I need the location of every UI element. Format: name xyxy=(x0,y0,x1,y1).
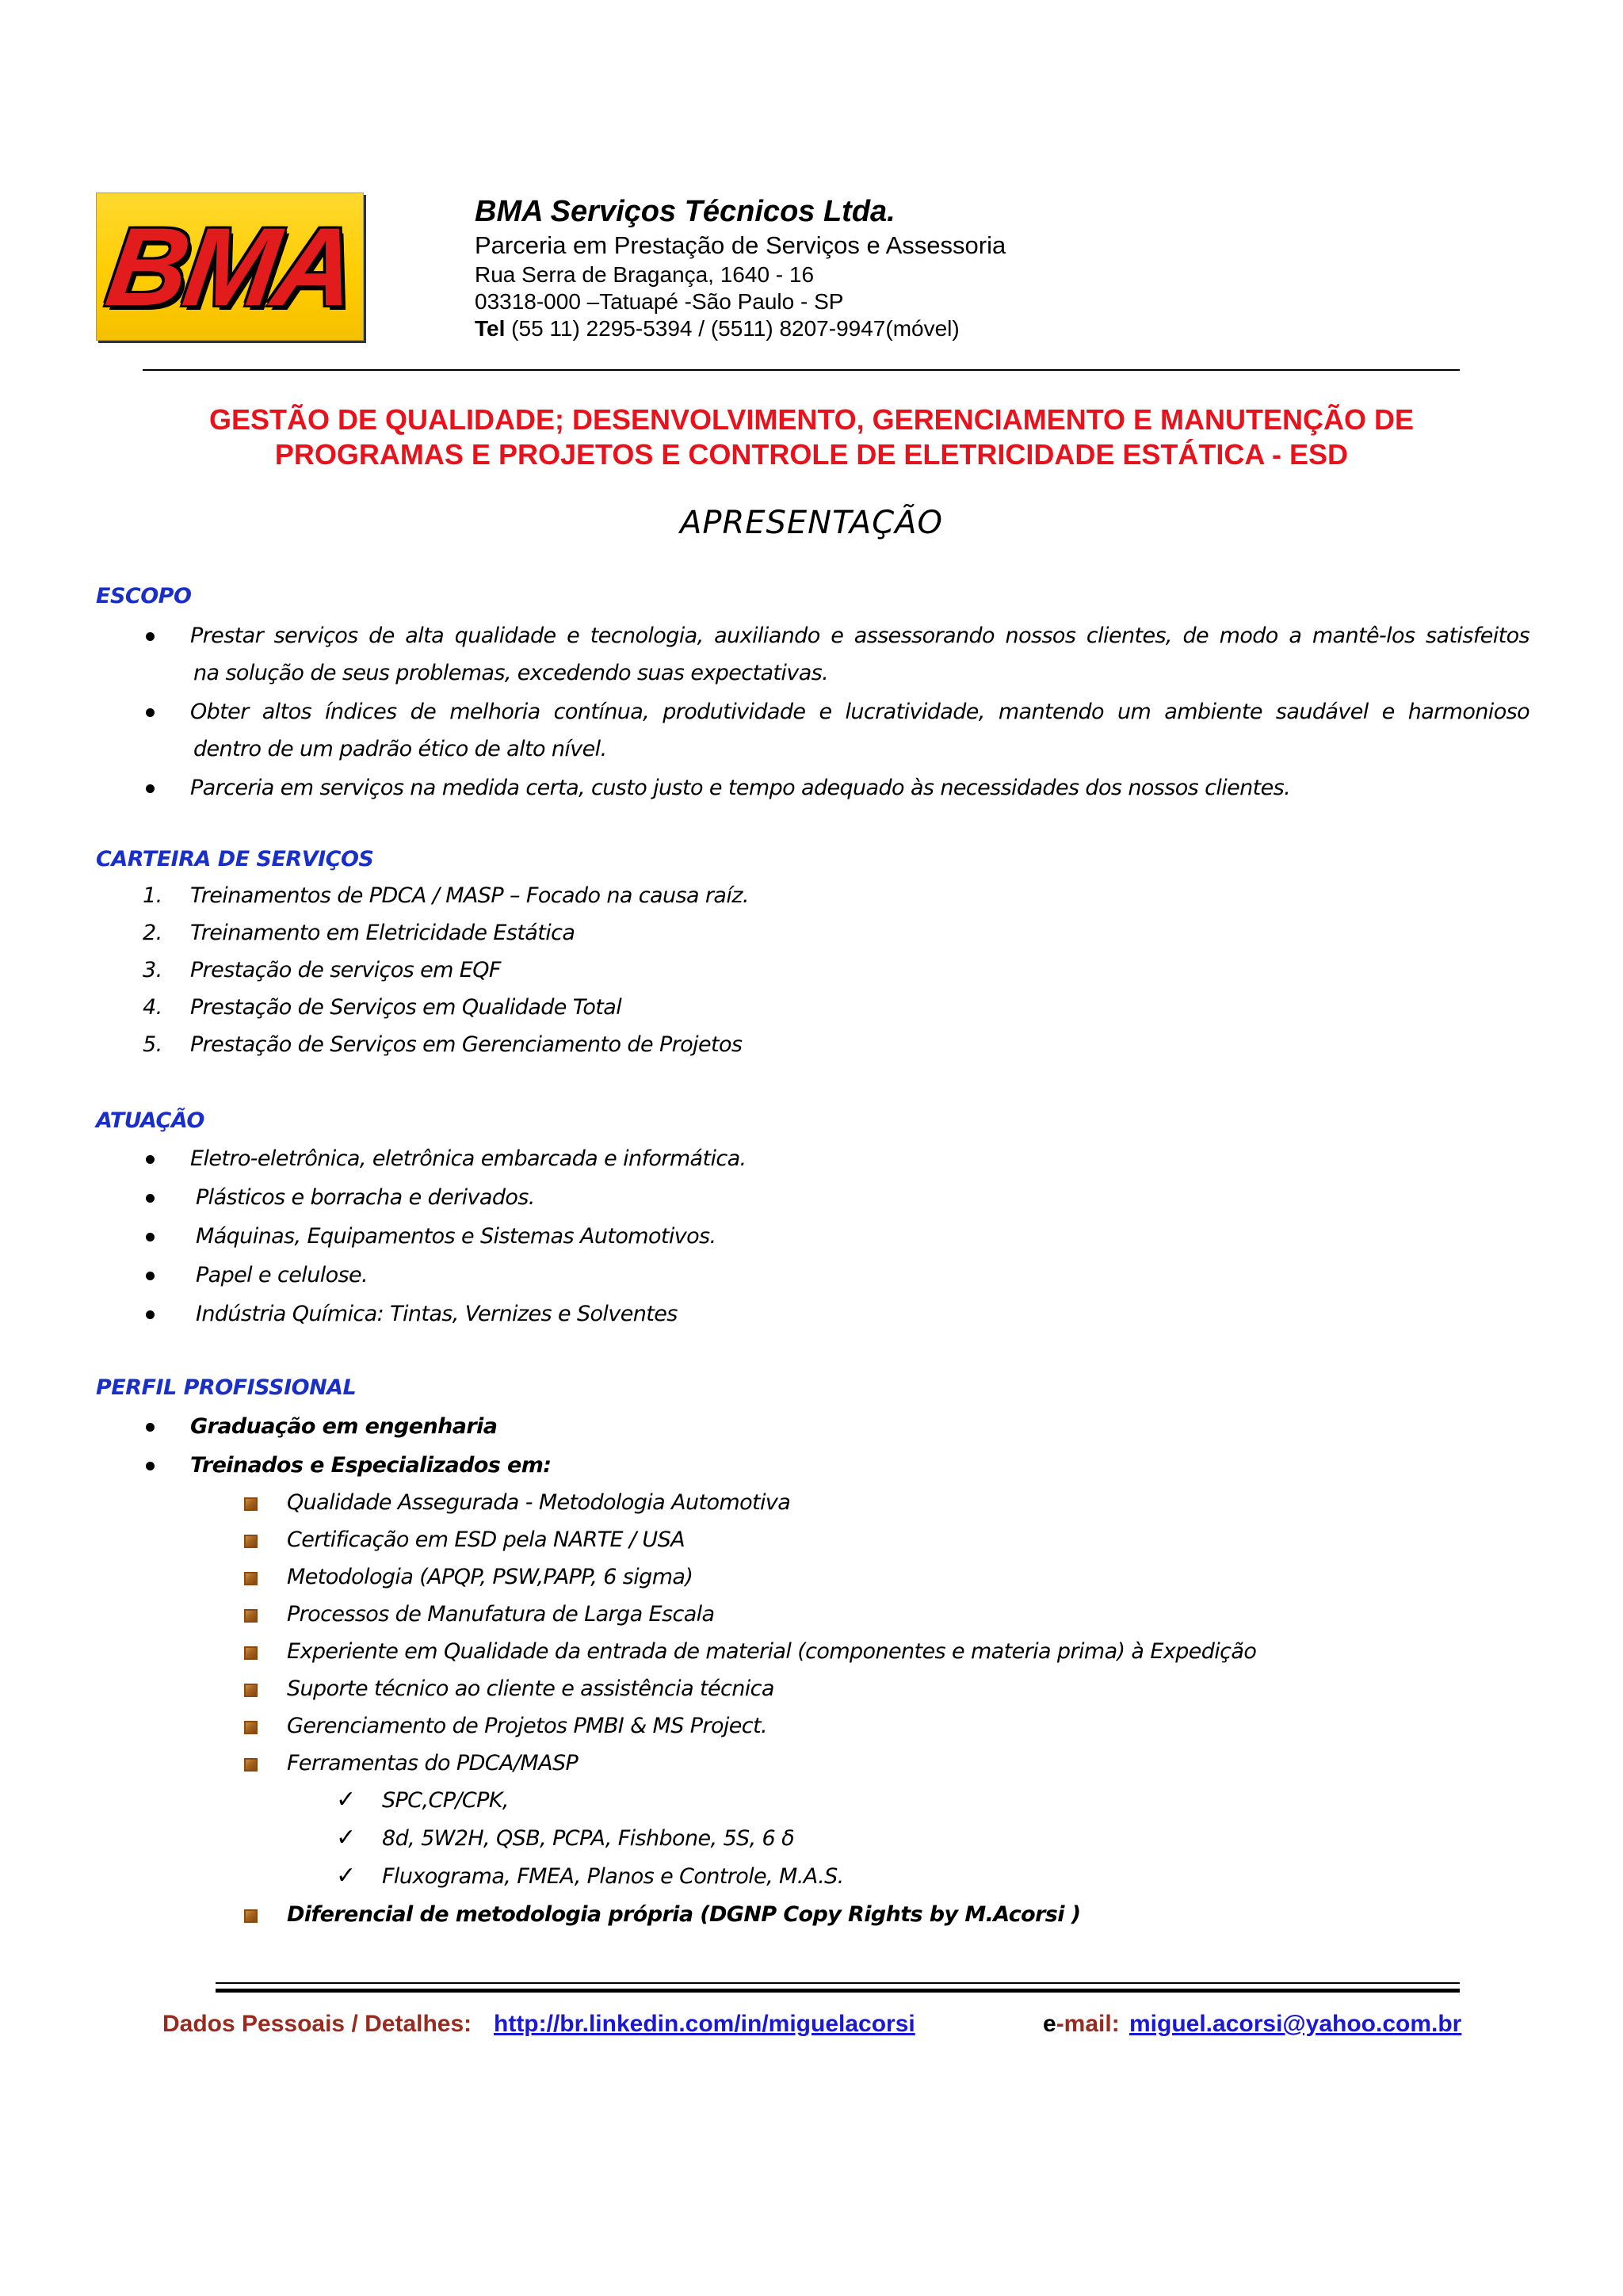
brown-square-icon xyxy=(244,1535,258,1548)
brown-square-icon xyxy=(244,1609,258,1623)
bullet-dot-icon xyxy=(146,1310,155,1319)
list-number: 1. xyxy=(143,883,162,908)
atuacao-item-5: Indústria Química: Tintas, Vernizes e Solventes xyxy=(196,1302,678,1326)
section-heading-carteira: CARTEIRA DE SERVIÇOS xyxy=(96,847,374,871)
bullet-dot-icon xyxy=(146,1155,155,1164)
brown-square-icon xyxy=(244,1758,258,1772)
email-label xyxy=(1043,2010,1120,2039)
brown-square-icon xyxy=(244,1684,258,1697)
bullet-dot-icon xyxy=(146,1423,155,1432)
perfil-item-1: Graduação em engenharia xyxy=(190,1414,498,1439)
address-city: 03318-000 –Tatuapé -São Paulo - SP xyxy=(475,289,844,314)
checkmark-icon: ✓ xyxy=(336,1786,357,1814)
section-heading-perfil: PERFIL PROFISSIONAL xyxy=(96,1375,357,1400)
escopo-item-3: Parceria em serviços na medida certa, custo justo e tempo adequado às necessidades dos nossos clientes. xyxy=(190,776,1291,800)
checkmark-icon: ✓ xyxy=(336,1862,357,1890)
specialization-item-6: Suporte técnico ao cliente e assistência técnica xyxy=(287,1676,774,1701)
carteira-item-3: Prestação de serviços em EQF xyxy=(190,958,501,982)
brown-square-icon xyxy=(244,1721,258,1734)
company-logo xyxy=(96,193,364,341)
atuacao-item-1: Eletro-eletrônica, eletrônica embarcada e informática. xyxy=(190,1146,747,1171)
address-street: Rua Serra de Bragança, 1640 - 16 xyxy=(475,262,815,287)
carteira-item-4: Prestação de Serviços em Qualidade Total xyxy=(190,995,622,1020)
carteira-item-2: Treinamento em Eletricidade Estática xyxy=(190,921,575,945)
tool-item-3: Fluxograma, FMEA, Planos e Controle, M.A.S. xyxy=(382,1864,844,1889)
document-title xyxy=(119,402,1504,472)
bullet-dot-icon xyxy=(146,1233,155,1241)
specialization-item-3: Metodologia (APQP, PSW,PAPP, 6 sigma) xyxy=(287,1565,693,1589)
differential-item: Diferencial de metodologia própria (DGNP Copy Rights by M.Acorsi ) xyxy=(287,1902,1081,1927)
bullet-dot-icon xyxy=(146,1272,155,1280)
escopo-item-2-line1: Obter altos índices de melhoria contínua, produtividade e lucratividade, mantendo um ambiente saudável e harmonioso xyxy=(190,700,1529,724)
carteira-item-5: Prestação de Serviços em Gerenciamento de Projetos xyxy=(190,1032,743,1057)
checkmark-icon: ✓ xyxy=(336,1824,357,1852)
specialization-item-1: Qualidade Assegurada - Metodologia Automotiva xyxy=(287,1490,791,1515)
bullet-dot-icon xyxy=(146,1462,155,1470)
escopo-item-1-line1: Prestar serviços de alta qualidade e tecnologia, auxiliando e assessorando nossos clientes, de modo a mantê-los satisfeitos xyxy=(190,624,1529,648)
perfil-item-2: Treinados e Especializados em: xyxy=(190,1453,552,1478)
list-number: 2. xyxy=(143,921,162,945)
specialization-item-8: Ferramentas do PDCA/MASP xyxy=(287,1751,579,1775)
bullet-dot-icon xyxy=(146,784,155,793)
linkedin-link[interactable]: http://br.linkedin.com/in/miguelacorsi xyxy=(494,2011,915,2037)
bullet-dot-icon xyxy=(146,1194,155,1203)
tool-item-2: 8d, 5W2H, QSB, PCPA, Fishbone, 5S, 6 δ xyxy=(382,1826,795,1851)
section-heading-atuacao: ATUAÇÃO xyxy=(96,1108,204,1133)
brown-square-icon xyxy=(244,1646,258,1660)
brown-square-icon xyxy=(244,1497,258,1511)
company-info xyxy=(475,193,1426,342)
atuacao-item-4: Papel e celulose. xyxy=(196,1263,369,1287)
atuacao-item-3: Máquinas, Equipamentos e Sistemas Automotivos. xyxy=(196,1224,716,1249)
phone-numbers: (55 11) 2295-5394 / (5511) 8207-9947(móvel) xyxy=(505,316,960,341)
company-name: BMA Serviços Técnicos Ltda. xyxy=(475,195,896,228)
logo-text: BMA xyxy=(99,204,361,329)
specialization-item-5: Experiente em Qualidade da entrada de material (componentes e materia prima) à Expedição xyxy=(287,1639,1257,1664)
escopo-item-1-line2: na solução de seus problemas, excedendo suas expectativas. xyxy=(193,661,829,685)
title-line-2: PROGRAMAS E PROJETOS E CONTROLE DE ELETRICIDADE ESTÁTICA - ESD xyxy=(274,438,1349,471)
list-number: 5. xyxy=(143,1032,162,1057)
bullet-dot-icon xyxy=(146,632,155,641)
specialization-item-7: Gerenciamento de Projetos PMBI & MS Project. xyxy=(287,1714,767,1738)
escopo-item-2-line2: dentro de um padrão ético de alto nível. xyxy=(193,737,607,761)
section-heading-escopo: ESCOPO xyxy=(96,584,192,608)
atuacao-item-2: Plásticos e borracha e derivados. xyxy=(196,1185,535,1210)
specialization-item-2: Certificação em ESD pela NARTE / USA xyxy=(287,1527,685,1552)
bullet-dot-icon xyxy=(146,708,155,717)
title-line-1: GESTÃO DE QUALIDADE; DESENVOLVIMENTO, GERENCIAMENTO E MANUTENÇÃO DE xyxy=(208,403,1415,436)
phone-label: Tel xyxy=(475,316,506,341)
brown-square-icon xyxy=(244,1572,258,1585)
company-tagline: Parceria em Prestação de Serviços e Assessoria xyxy=(475,231,1006,259)
brown-square-icon xyxy=(244,1909,258,1923)
phone-line xyxy=(475,315,1426,342)
list-number: 4. xyxy=(143,995,162,1020)
email-label-rest: -mail: xyxy=(1056,2011,1120,2037)
document-subtitle: APRESENTAÇÃO xyxy=(679,505,944,541)
list-number: 3. xyxy=(143,958,162,982)
email-label-e: e xyxy=(1043,2011,1056,2037)
header-divider xyxy=(143,369,1460,371)
email-link[interactable]: miguel.acorsi@yahoo.com.br xyxy=(1129,2011,1462,2037)
footer-divider-bottom xyxy=(216,1989,1460,1993)
footer-details-label: Dados Pessoais / Detalhes: xyxy=(162,2011,472,2037)
tool-item-1: SPC,CP/CPK, xyxy=(382,1788,509,1813)
footer-divider-top xyxy=(216,1982,1460,1984)
carteira-item-1: Treinamentos de PDCA / MASP – Focado na causa raíz. xyxy=(190,883,749,908)
specialization-item-4: Processos de Manufatura de Larga Escala xyxy=(287,1602,715,1627)
